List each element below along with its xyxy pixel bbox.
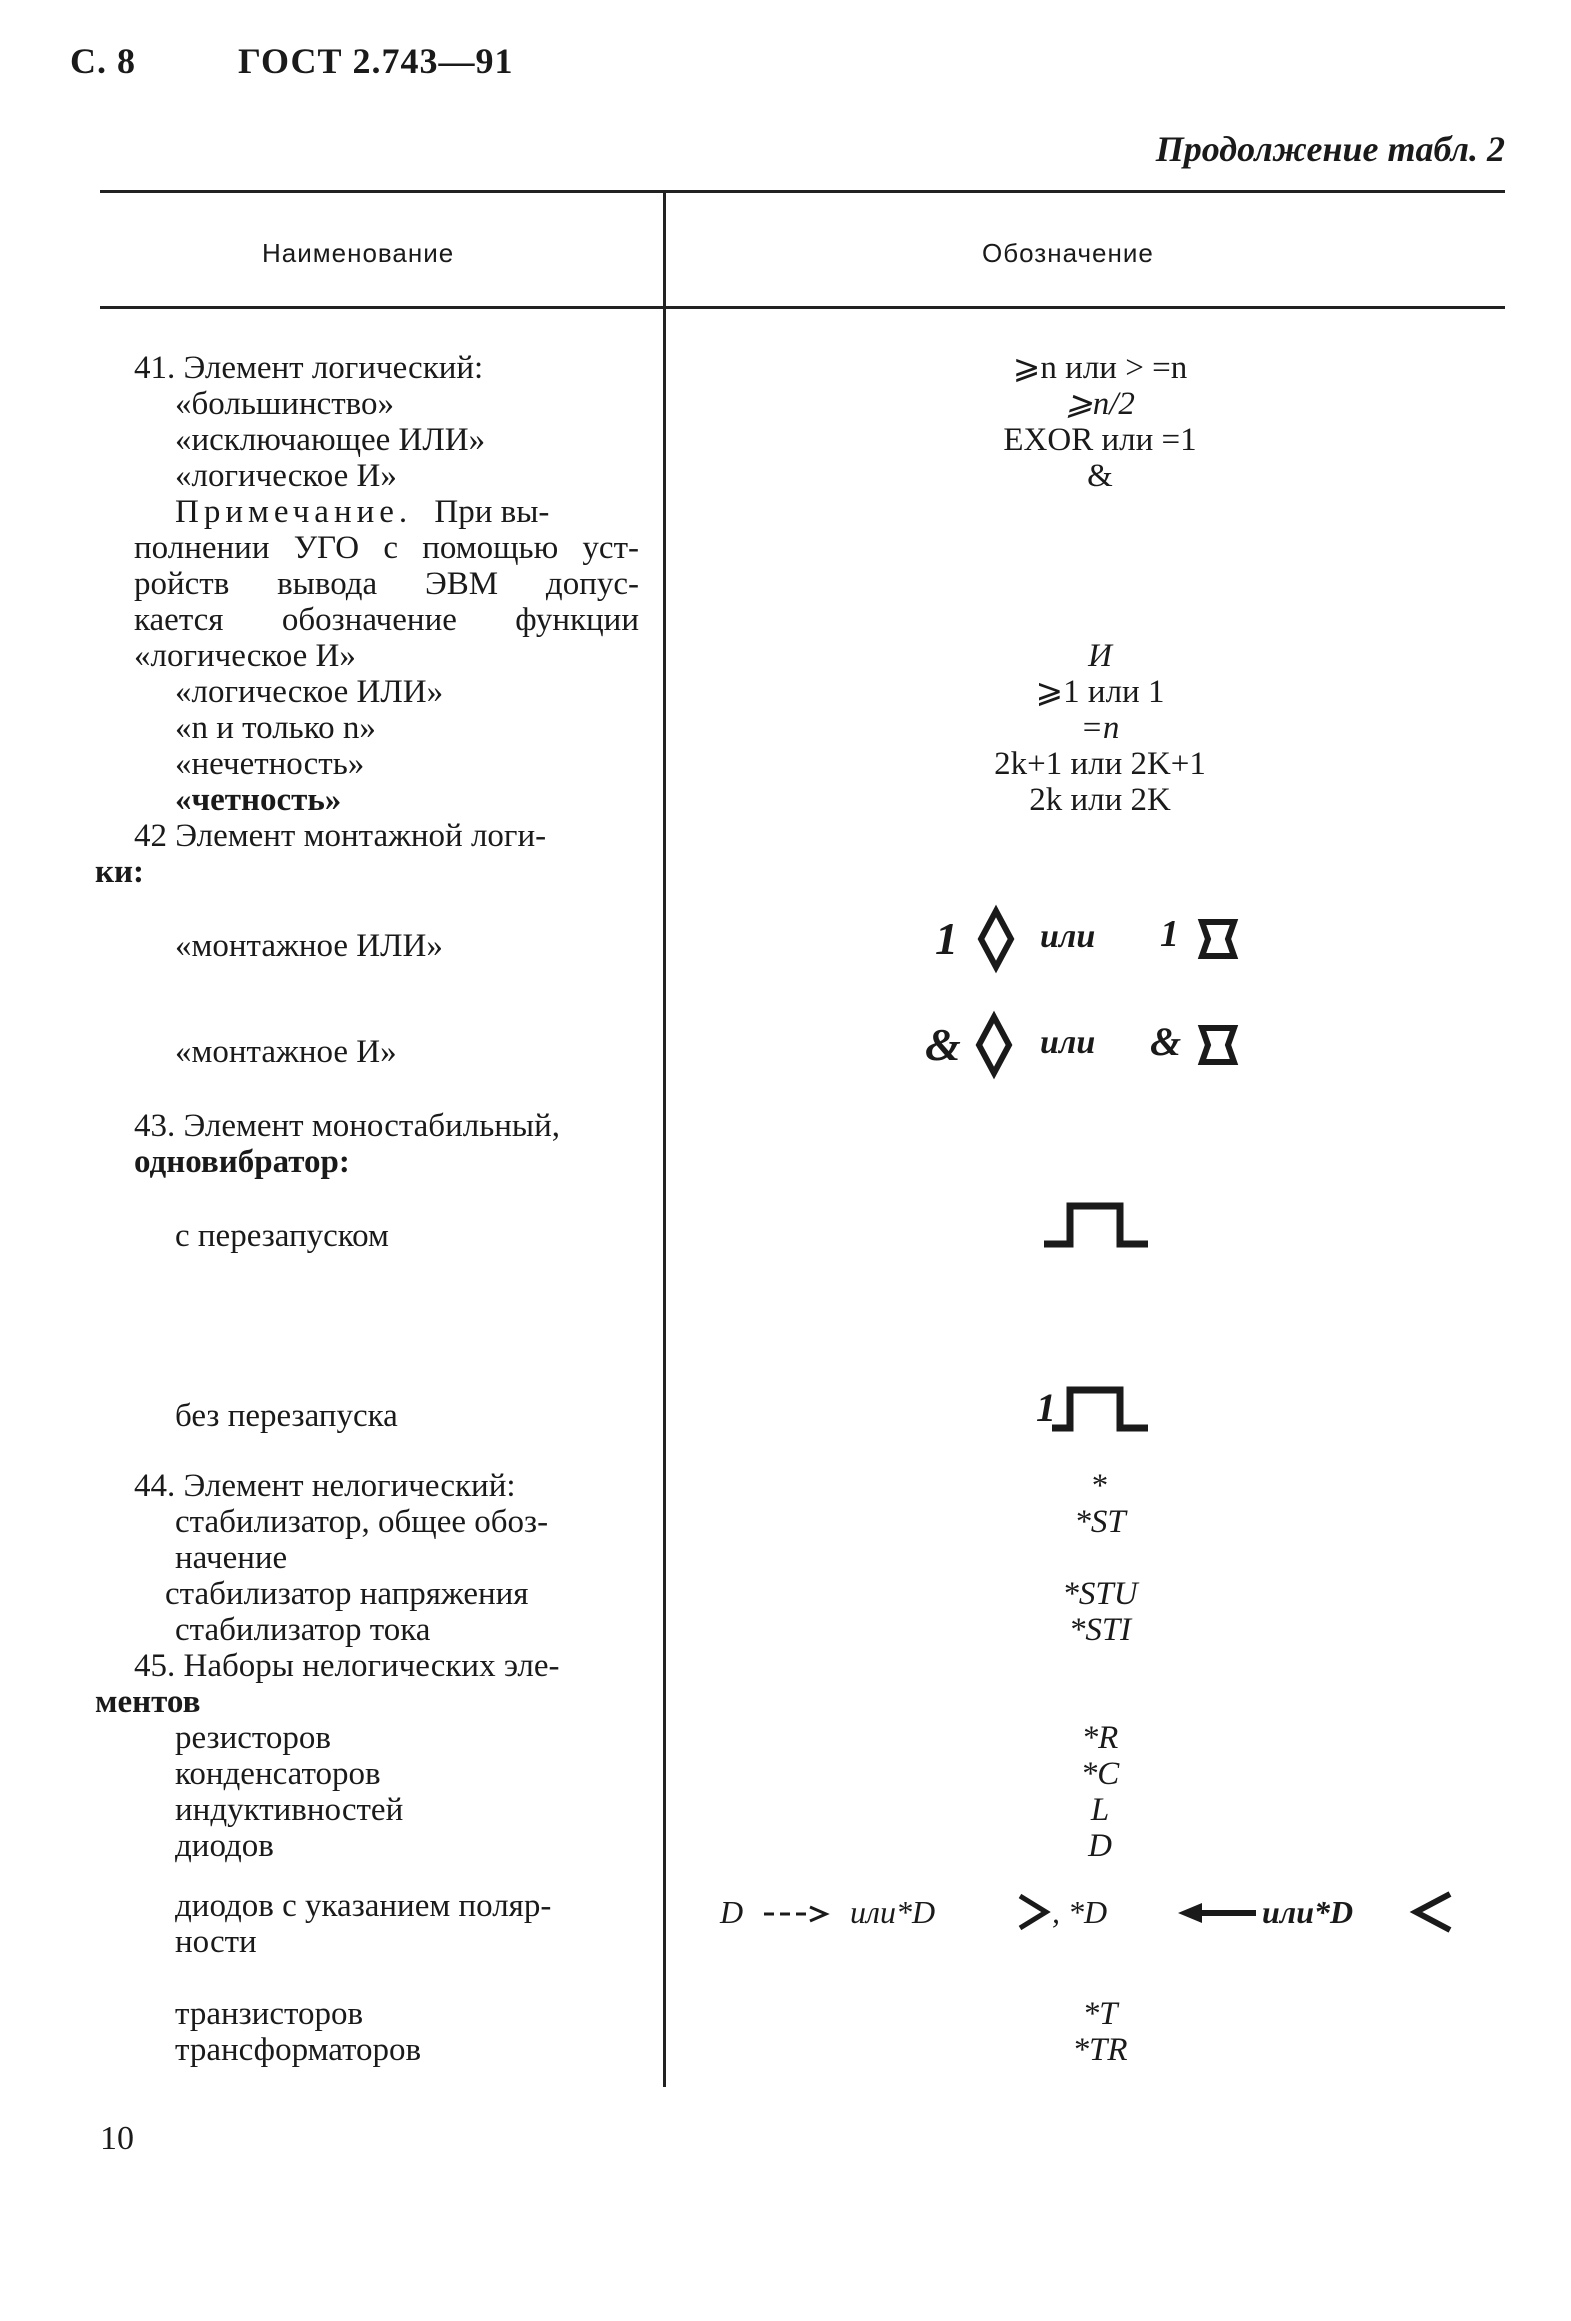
table-continuation-label: Продолжение табл. 2 [1155,129,1505,169]
chevron-right-icon [1016,1892,1050,1932]
row45-symbol-t: *T [1082,1996,1118,2032]
table-header-rule [100,306,1505,309]
row41-note-lead: Примечание. [175,494,413,530]
diamond-icon [978,908,1014,970]
standard-designation: ГОСТ 2.743—91 [238,41,514,81]
row44-symbol-stu: *STU [1062,1576,1138,1612]
open-collector-icon [1196,916,1240,962]
row41-symbol-even: 2k или 2K [1029,782,1171,818]
row41-symbol-majority-n: ⩾n или > =n [1012,350,1188,386]
table-top-rule [100,190,1505,193]
row42-and-prefix2: & [1150,1019,1182,1064]
row44-title: 44. Элемент нелогический: [134,1468,516,1504]
row42-or-prefix2: 1 [1160,913,1179,955]
row41-note-line5: «логическое И» [134,638,356,674]
row45-diodes-polarity-line1: диодов с указанием поляр- [175,1888,552,1924]
row43-no-retrig: без перезапуска [175,1398,398,1434]
row44-stab-line2: начение [175,1540,288,1576]
row41-even: «четность» [175,782,342,818]
row41-xor: «исключающее ИЛИ» [175,422,486,458]
row44-symbol-star: * [1091,1468,1109,1504]
row41-symbol-odd: 2k+1 или 2K+1 [994,746,1206,782]
row42-wired-or: «монтажное ИЛИ» [175,928,443,964]
row42-title-line1: 42 Элемент монтажной логи- [134,818,547,854]
row43-no-retrig-prefix: 1 [1036,1385,1056,1430]
row41-symbol-majority-half: ⩾n/2 [1065,386,1135,422]
row45-polarity-d-c: , *D [1052,1894,1108,1930]
row45-resistors: резисторов [175,1720,331,1756]
diamond-icon [976,1014,1012,1076]
row41-note-line4: кается обозначение функции [134,602,639,638]
row41-note-line1-rest: При вы- [434,494,550,530]
row45-symbol-tr: *TR [1072,2032,1128,2068]
row43-retrig: с перезапуском [175,1218,389,1254]
row44-symbol-sti: *STI [1068,1612,1132,1648]
row45-symbol-r: *R [1081,1720,1119,1756]
row45-polarity-d-d: или*D [1262,1894,1354,1930]
row41-symbol-exor: EXOR или =1 [1003,422,1197,458]
row45-polarity-d-b: или*D [850,1894,936,1930]
row41-title: 41. Элемент логический: [134,350,484,386]
row41-note-line1 [175,494,549,530]
row42-or-prefix: 1 [935,913,958,964]
row45-diodes-polarity-line2: ности [175,1924,257,1960]
row45-symbol-c: *C [1080,1756,1120,1792]
row41-n-only: «n и только n» [175,710,376,746]
open-collector-icon [1196,1022,1240,1068]
row42-and-ili: или [1040,1024,1096,1061]
row44-stab-line1: стабилизатор, общее обоз- [175,1504,549,1540]
column-header-name: Наименование [262,238,455,268]
table-column-divider [663,192,666,2087]
row45-capacitors: конденсаторов [175,1756,381,1792]
row41-or: «логическое ИЛИ» [175,674,444,710]
row42-title-line2: ки: [95,854,145,890]
pulse-retrigger-icon [1040,1200,1152,1252]
row45-transistors: транзисторов [175,1996,364,2032]
page-number-header: С. 8 [70,41,136,81]
row41-symbol-or: ⩾1 или 1 [1035,674,1165,710]
row43-title-line2: одновибратор: [134,1144,350,1180]
row42-and-prefix: & [925,1019,961,1070]
row43-title-line1: 43. Элемент моностабильный, [134,1108,561,1144]
row42-or-ili: или [1040,918,1096,955]
row45-symbol-d: D [1088,1828,1112,1864]
row41-symbol-and: & [1087,458,1113,494]
row45-symbol-l: L [1090,1792,1110,1828]
row45-title-line1: 45. Наборы нелогических эле- [134,1648,560,1684]
column-header-symbol: Обозначение [982,238,1154,268]
row41-majority: «большинство» [175,386,395,422]
row45-transformers: трансформаторов [175,2032,422,2068]
row45-polarity-d-a: D [720,1894,744,1930]
row41-odd: «нечетность» [175,746,365,782]
row45-diodes: диодов [175,1828,274,1864]
dashed-arrow-right-icon [762,1904,832,1924]
row42-wired-and: «монтажное И» [175,1034,397,1070]
pulse-no-retrigger-icon [1048,1384,1152,1436]
row41-note-line3: ройств вывода ЭВМ допус- [134,566,639,602]
page-number-footer: 10 [100,2120,134,2157]
row45-inductors: индуктивностей [175,1792,404,1828]
row41-symbol-and-letter: И [1088,638,1112,674]
chevron-left-icon [1410,1890,1454,1934]
row45-title-line2: ментов [95,1684,201,1720]
arrow-left-icon [1176,1900,1258,1926]
row41-and: «логическое И» [175,458,397,494]
row41-note-line2: полнении УГО с помощью уст- [134,530,639,566]
row44-stab-voltage: стабилизатор напряжения [165,1576,529,1612]
row44-stab-current: стабилизатор тока [175,1612,431,1648]
row44-symbol-st: *ST [1074,1504,1126,1540]
row41-symbol-n-only: =n [1080,710,1120,746]
